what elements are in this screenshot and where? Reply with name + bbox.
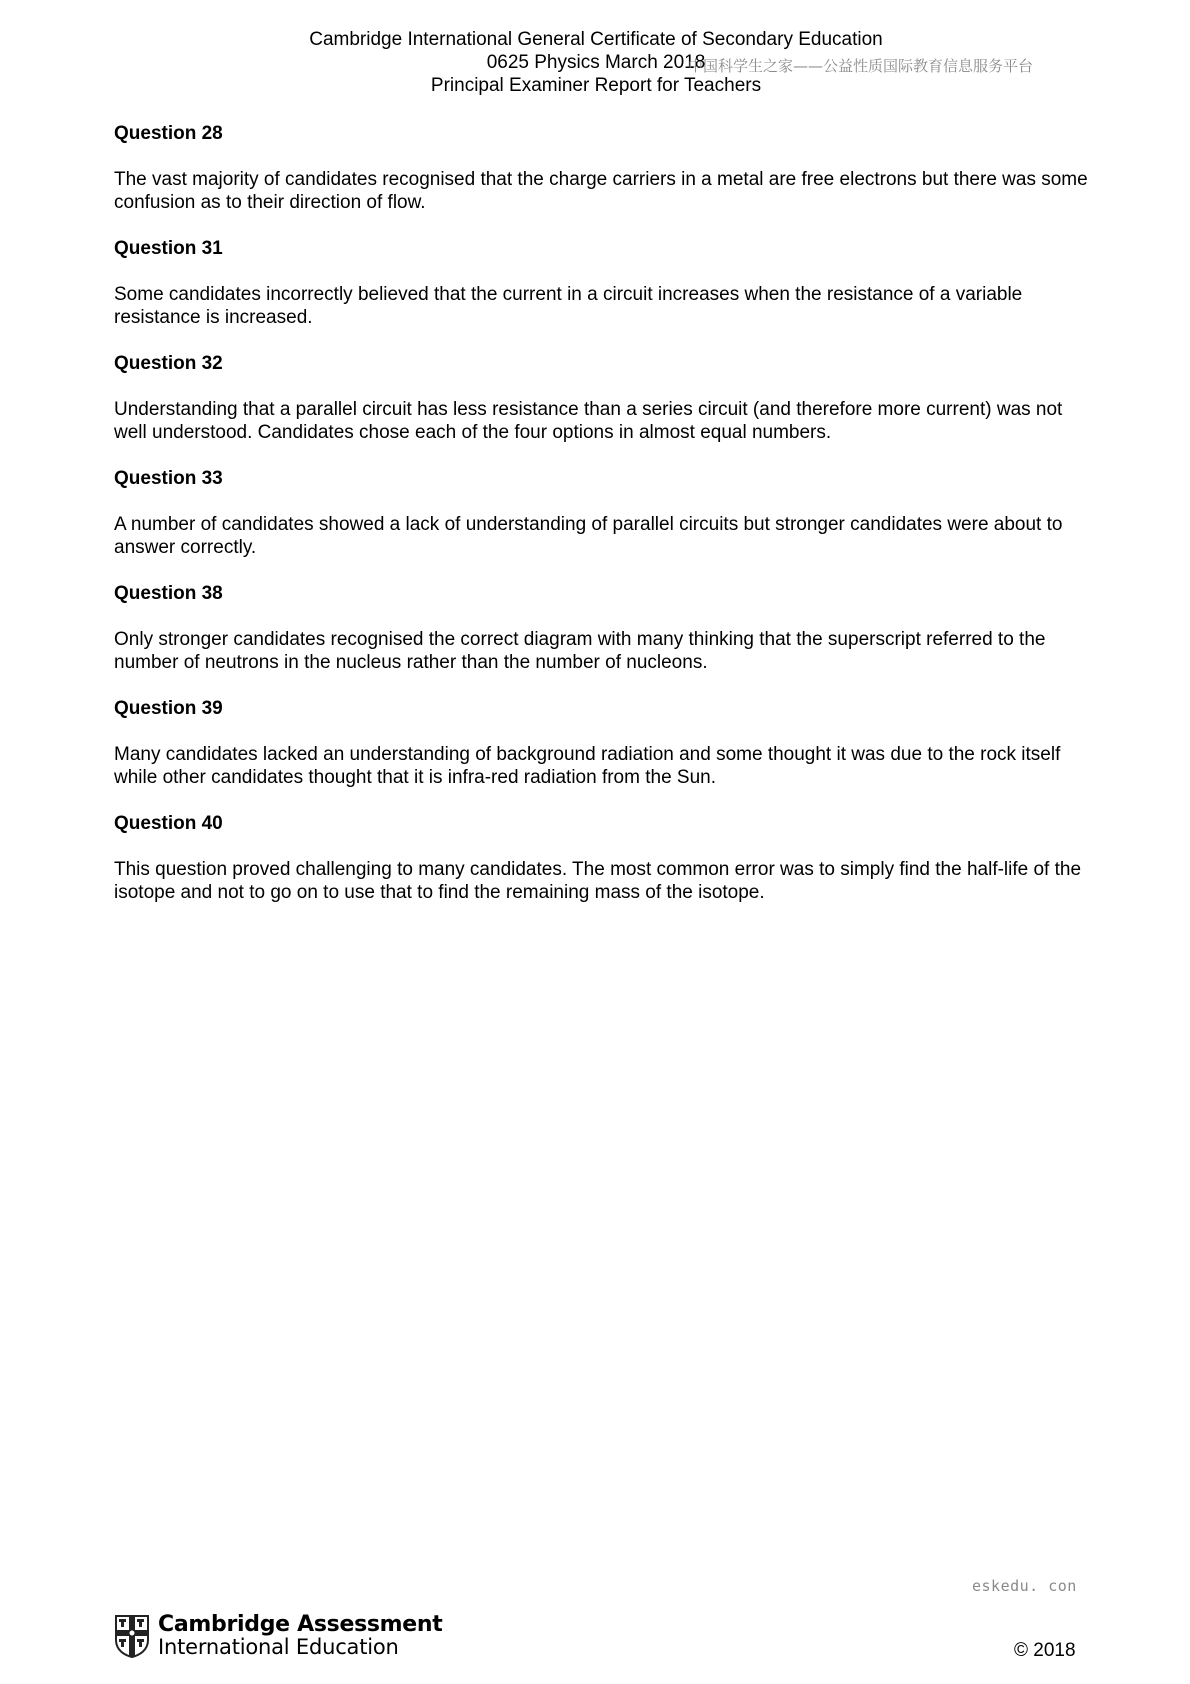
question-section xyxy=(114,467,1089,559)
question-title: Question 38 xyxy=(114,583,223,604)
watermark-bottom: eskedu. con xyxy=(972,1577,1077,1595)
header-title: Cambridge International General Certificate of Secondary Education xyxy=(309,29,883,50)
question-body: Only stronger candidates recognised the correct diagram with many thinking that the superscript referred to the number of neutrons in the nucleus rather than the number of nucleons. xyxy=(114,629,1046,673)
question-section xyxy=(114,697,1089,789)
header-subject: 0625 Physics March 2018 xyxy=(486,52,706,73)
logo-text xyxy=(158,1613,442,1659)
logo-line-1: Cambridge Assessment xyxy=(158,1612,443,1637)
header-report-type: Principal Examiner Report for Teachers xyxy=(430,75,762,96)
copyright: © 2018 xyxy=(1014,1640,1076,1661)
cambridge-logo xyxy=(114,1612,442,1660)
question-body: Understanding that a parallel circuit has less resistance than a series circuit (and therefore more current) was not well understood. Candidates chose each of the four options in almost equal numbers. xyxy=(114,399,1063,443)
question-section xyxy=(114,122,1089,214)
question-title: Question 40 xyxy=(114,813,223,834)
cambridge-shield-icon xyxy=(114,1614,150,1658)
question-title: Question 28 xyxy=(114,123,223,144)
question-section xyxy=(114,812,1089,904)
question-body: This question proved challenging to many candidates. The most common error was to simply find the half-life of the isotope and not to go on to use that to find the remaining mass of the isotope. xyxy=(114,859,1082,903)
question-body: Some candidates incorrectly believed that the current in a circuit increases when the resistance of a variable resistance is increased. xyxy=(114,284,1023,328)
question-body: The vast majority of candidates recognised that the charge carriers in a metal are free electrons but there was some confusion as to their direction of flow. xyxy=(114,169,1088,213)
watermark-top: 中国科学生之家——公益性质国际教育信息服务平台 xyxy=(688,57,1034,75)
question-section xyxy=(114,582,1089,674)
question-title: Question 39 xyxy=(114,698,223,719)
report-content xyxy=(114,122,1089,927)
question-body: Many candidates lacked an understanding of background radiation and some thought it was due to the rock itself while other candidates thought that it is infra-red radiation from the Sun. xyxy=(114,744,1061,788)
question-title: Question 33 xyxy=(114,468,223,489)
question-title: Question 32 xyxy=(114,353,223,374)
question-title: Question 31 xyxy=(114,238,223,259)
logo-line-2: International Education xyxy=(158,1635,399,1659)
question-section xyxy=(114,237,1089,329)
question-body: A number of candidates showed a lack of understanding of parallel circuits but stronger candidates were about to answer correctly. xyxy=(114,514,1063,558)
question-section xyxy=(114,352,1089,444)
